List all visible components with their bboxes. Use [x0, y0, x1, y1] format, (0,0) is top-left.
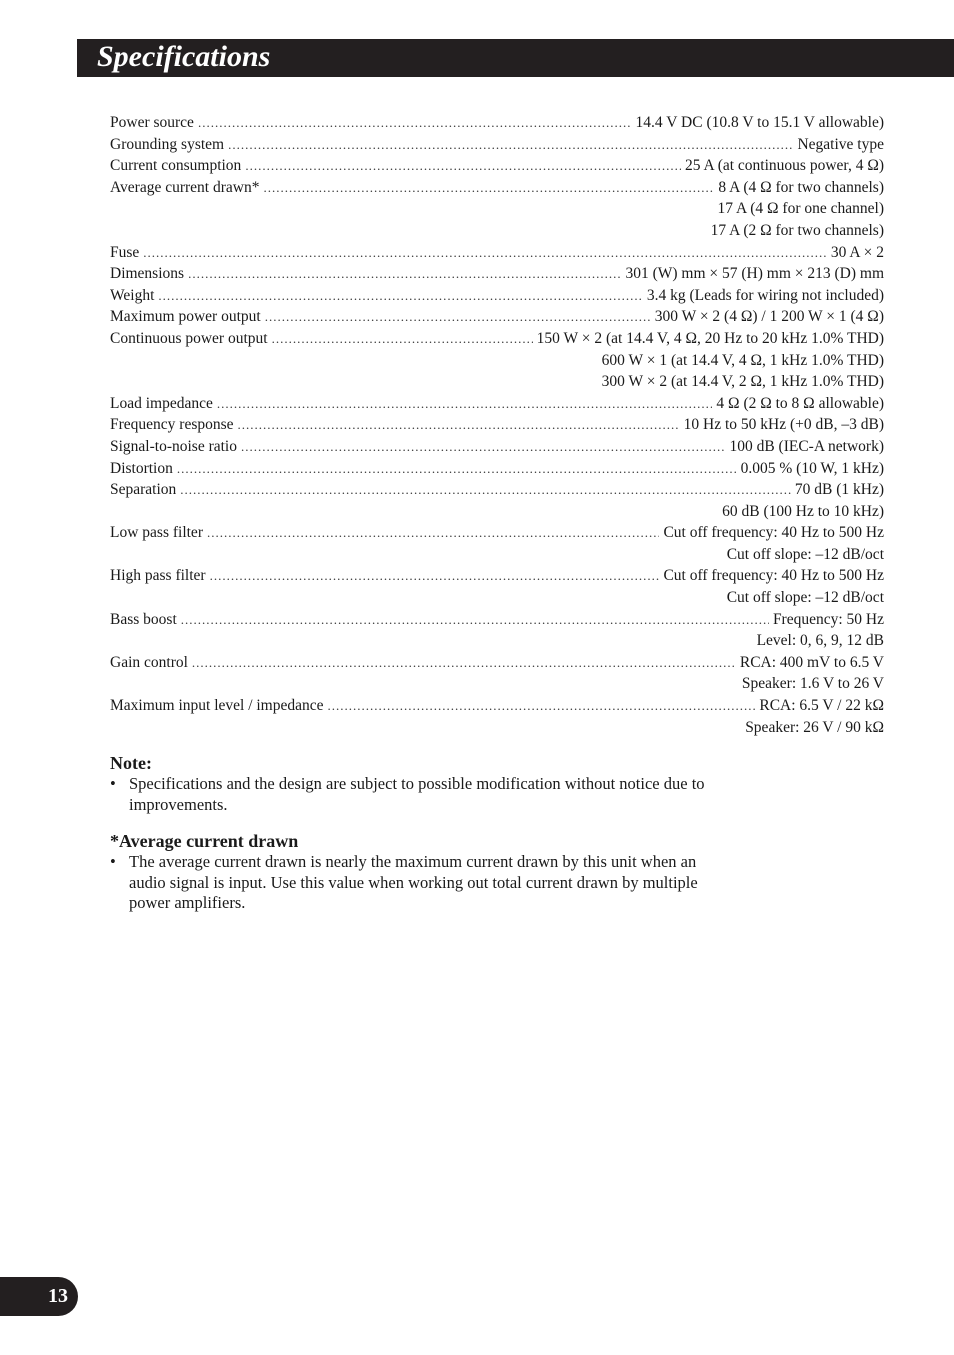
spec-value: 30 A × 2	[830, 243, 884, 261]
spec-label: Low pass filter	[110, 524, 203, 542]
dot-leader	[210, 565, 660, 587]
dot-leader	[245, 155, 681, 177]
spec-continuation: Cut off slope: –12 dB/oct	[726, 545, 884, 563]
average-current-heading: *Average current drawn	[110, 831, 299, 851]
spec-value: Negative type	[797, 135, 884, 153]
spec-label: Bass boost	[110, 610, 177, 628]
spec-row	[110, 609, 884, 631]
page-number: 13	[48, 1285, 68, 1307]
spec-value: 301 (W) mm × 57 (H) mm × 213 (D) mm	[625, 265, 884, 283]
dot-leader	[158, 285, 642, 307]
spec-label: Frequency response	[110, 416, 234, 434]
specifications-list	[110, 112, 884, 738]
spec-row	[110, 414, 884, 436]
spec-continuation: Speaker: 1.6 V to 26 V	[741, 675, 884, 693]
bullet-icon: •	[110, 774, 116, 793]
spec-value: 4 Ω (2 Ω to 8 Ω allowable)	[716, 394, 884, 412]
spec-label: Current consumption	[110, 157, 242, 175]
title-bar	[77, 39, 954, 77]
dot-leader	[188, 263, 621, 285]
dot-leader	[207, 522, 659, 544]
spec-value: 100 dB (IEC-A network)	[729, 437, 884, 455]
average-current-item	[110, 852, 730, 914]
spec-label: Dimensions	[110, 265, 185, 283]
spec-value: 10 Hz to 50 kHz (+0 dB, –3 dB)	[683, 416, 884, 434]
dot-leader	[328, 695, 756, 717]
spec-value: 25 A (at continuous power, 4 Ω)	[684, 157, 884, 175]
spec-label: Continuous power output	[110, 329, 268, 347]
dot-leader	[263, 177, 714, 199]
spec-label: Separation	[110, 481, 177, 499]
spec-value: Frequency: 50 Hz	[772, 610, 884, 628]
spec-row	[110, 695, 884, 717]
dot-leader	[241, 436, 725, 458]
dot-leader	[143, 242, 827, 264]
spec-row	[110, 155, 884, 177]
spec-label: Distortion	[110, 459, 173, 477]
spec-value: Cut off frequency: 40 Hz to 500 Hz	[663, 567, 884, 585]
spec-value: 14.4 V DC (10.8 V to 15.1 V allowable)	[635, 114, 884, 131]
note-text: Specifications and the design are subject to possible modification without notice due to improvements.	[129, 774, 705, 814]
spec-value: Cut off frequency: 40 Hz to 500 Hz	[663, 524, 884, 542]
spec-row	[110, 134, 884, 156]
spec-row	[110, 177, 884, 199]
dot-leader	[177, 458, 737, 480]
spec-continuation: 17 A (2 Ω for two channels)	[710, 221, 884, 239]
spec-row	[110, 479, 884, 501]
spec-continuation: 600 W × 1 (at 14.4 V, 4 Ω, 1 kHz 1.0% THD)	[601, 351, 884, 369]
average-current-text: The average current drawn is nearly the maximum current drawn by this unit when an audio signal is input. Use this value when working out total current drawn by multiple power amplifiers.	[129, 852, 698, 912]
bullet-icon: •	[110, 852, 116, 871]
dot-leader	[192, 652, 736, 674]
spec-row	[110, 652, 884, 674]
spec-row	[110, 242, 884, 264]
spec-value: RCA: 6.5 V / 22 kΩ	[759, 697, 884, 715]
dot-leader	[228, 134, 793, 156]
spec-continuation: Speaker: 26 V / 90 kΩ	[745, 718, 884, 736]
spec-row	[110, 458, 884, 480]
spec-value: 150 W × 2 (at 14.4 V, 4 Ω, 20 Hz to 20 kHz 1.0% THD)	[536, 329, 884, 347]
dot-leader	[181, 609, 769, 631]
spec-value: RCA: 400 mV to 6.5 V	[739, 653, 884, 671]
spec-value: 0.005 % (10 W, 1 kHz)	[740, 459, 884, 477]
spec-row	[110, 112, 884, 134]
spec-label: Signal-to-noise ratio	[110, 437, 237, 455]
spec-row	[110, 565, 884, 587]
dot-leader	[180, 479, 791, 501]
spec-label: High pass filter	[110, 567, 206, 585]
spec-row	[110, 522, 884, 544]
spec-label: Fuse	[110, 243, 140, 261]
spec-row	[110, 306, 884, 328]
spec-label: Maximum input level / impedance	[110, 697, 324, 715]
dot-leader	[238, 414, 680, 436]
spec-value: 300 W × 2 (4 Ω) / 1 200 W × 1 (4 Ω)	[654, 308, 884, 326]
note-heading: Note:	[110, 753, 152, 773]
dot-leader	[217, 393, 713, 415]
spec-continuation: Cut off slope: –12 dB/oct	[726, 589, 884, 607]
spec-continuation: 300 W × 2 (at 14.4 V, 2 Ω, 1 kHz 1.0% THD)	[601, 373, 884, 391]
page-title: Specifications	[97, 40, 271, 73]
spec-row	[110, 436, 884, 458]
spec-continuation: 60 dB (100 Hz to 10 kHz)	[722, 502, 884, 520]
spec-row	[110, 263, 884, 285]
spec-label: Power source	[110, 114, 194, 131]
spec-label: Grounding system	[110, 135, 225, 153]
spec-value: 3.4 kg (Leads for wiring not included)	[646, 286, 884, 304]
page-number-tab	[0, 1277, 78, 1316]
spec-row	[110, 328, 884, 350]
dot-leader	[272, 328, 533, 350]
dot-leader	[198, 112, 632, 134]
spec-label: Load impedance	[110, 394, 213, 412]
spec-label: Average current drawn*	[110, 178, 260, 196]
spec-row	[110, 285, 884, 307]
dot-leader	[265, 306, 651, 328]
spec-label: Weight	[110, 286, 155, 304]
spec-continuation: Level: 0, 6, 9, 12 dB	[756, 632, 884, 650]
spec-continuation: 17 A (4 Ω for one channel)	[717, 200, 884, 218]
notes-section	[110, 752, 730, 914]
spec-value: 70 dB (1 kHz)	[794, 481, 884, 499]
spec-label: Maximum power output	[110, 308, 261, 326]
spec-value: 8 A (4 Ω for two channels)	[718, 178, 884, 196]
spec-row	[110, 393, 884, 415]
note-item	[110, 774, 730, 815]
spec-label: Gain control	[110, 653, 188, 671]
